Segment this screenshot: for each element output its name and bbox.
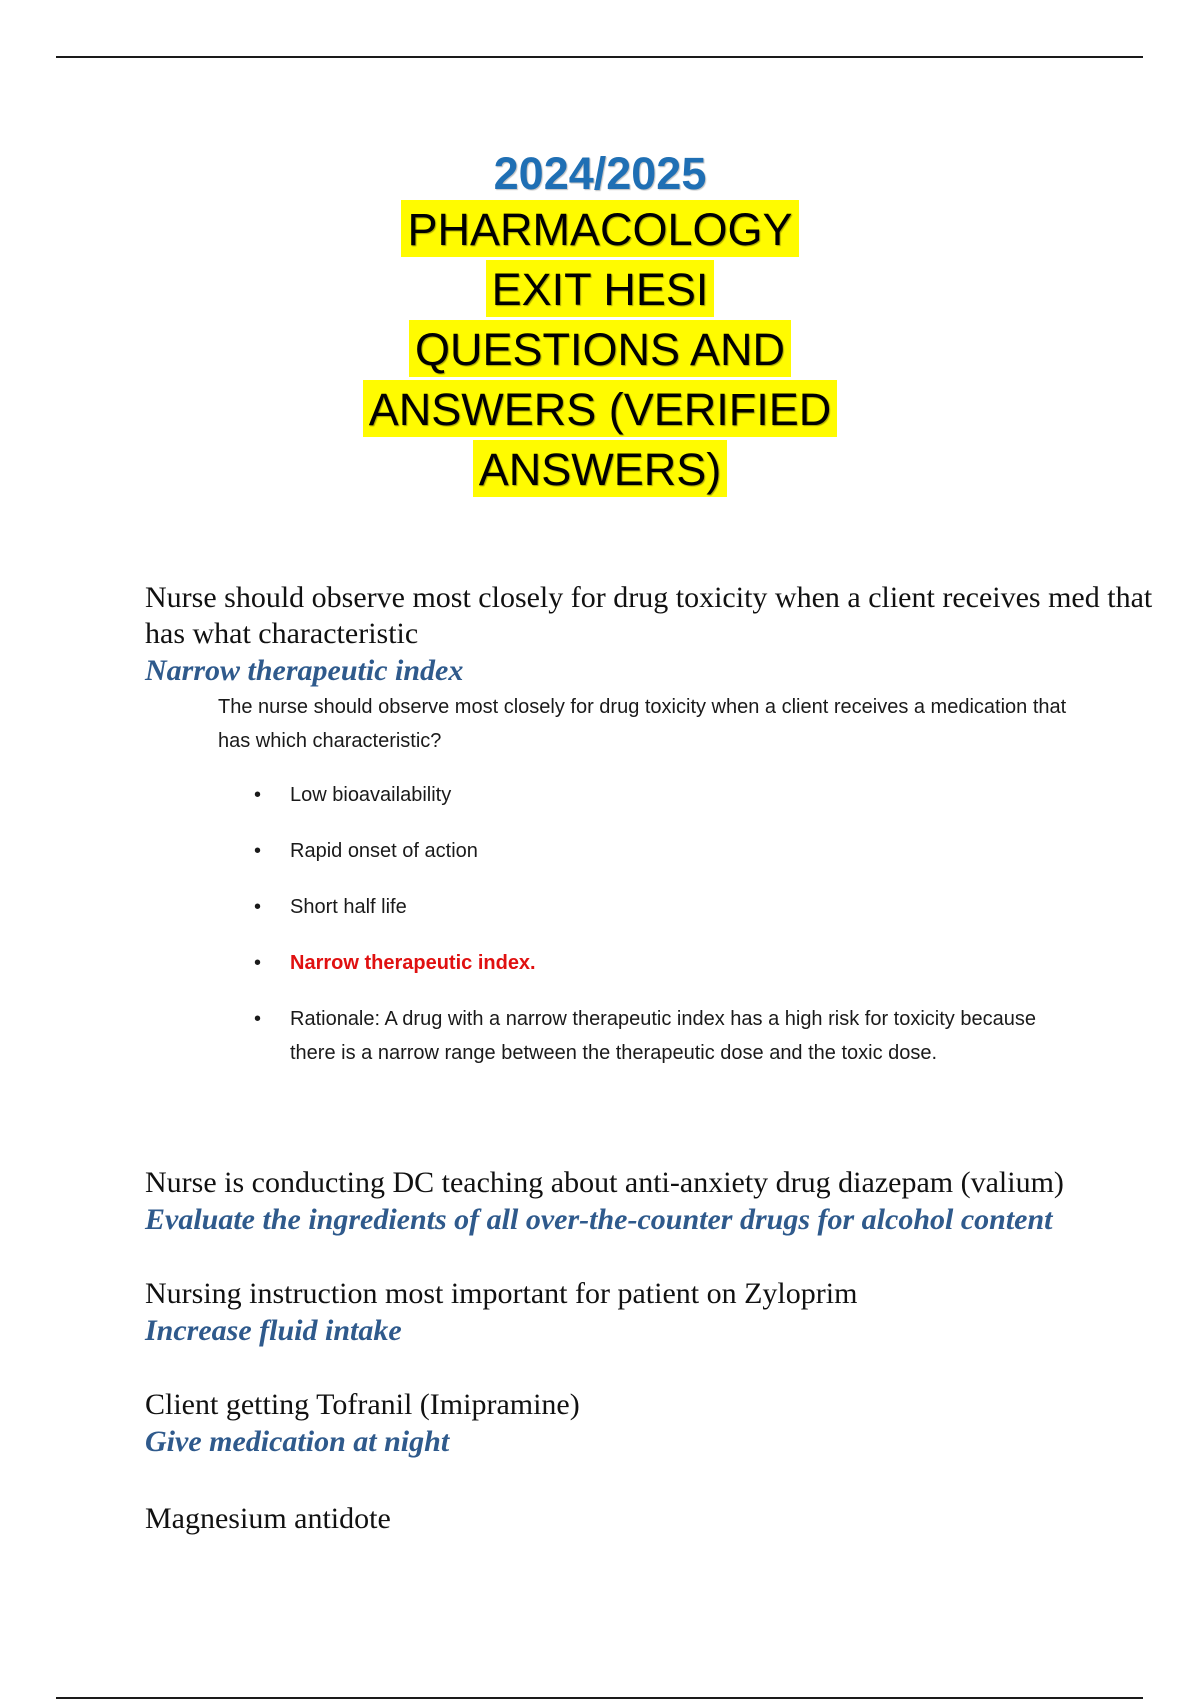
rationale-item <box>218 1002 1078 1070</box>
correct-option-item <box>218 946 1078 980</box>
qa-item <box>145 1276 1155 1350</box>
question-excerpt <box>218 690 1078 1092</box>
answer-text: Evaluate the ingredients of all over-the-counter drugs for alcohol content <box>145 1203 1053 1236</box>
answer-text: Narrow therapeutic index <box>145 654 464 687</box>
title-line: EXIT HESI <box>486 260 715 317</box>
question-text: Nurse is conducting DC teaching about anti-anxiety drug diazepam (valium) <box>145 1166 1064 1199</box>
bullet-icon: • <box>254 896 262 918</box>
bullet-icon: • <box>254 1008 262 1030</box>
question-text: Client getting Tofranil (Imipramine) <box>145 1388 580 1421</box>
title-line: ANSWERS (VERIFIED <box>363 380 838 437</box>
option-text: Rapid onset of action <box>290 840 478 862</box>
bottom-rule <box>56 1697 1143 1699</box>
qa-item <box>145 1387 1155 1461</box>
qa-item <box>145 1165 1155 1239</box>
rationale-text: Rationale: A drug with a narrow therapeutic index has a high risk for toxicity because there is a narrow range between the therapeutic dose and the toxic dose. <box>290 1008 1036 1064</box>
option-item <box>218 834 1078 868</box>
answer-text: Increase fluid intake <box>145 1314 402 1347</box>
question-text: Magnesium antidote <box>145 1502 391 1535</box>
top-rule <box>56 56 1143 58</box>
qa-item <box>145 580 1155 690</box>
title-line: ANSWERS) <box>473 440 728 497</box>
options-list <box>218 778 1078 1070</box>
qa-item <box>145 1501 1155 1537</box>
bullet-icon: • <box>254 840 262 862</box>
option-item <box>218 890 1078 924</box>
question-text: Nursing instruction most important for patient on Zyloprim <box>145 1277 858 1310</box>
option-text: Short half life <box>290 896 407 918</box>
correct-option-text: Narrow therapeutic index. <box>290 952 536 974</box>
excerpt-question: The nurse should observe most closely for drug toxicity when a client receives a medication that has which characteristic? <box>218 696 1067 752</box>
question-text: Nurse should observe most closely for drug toxicity when a client receives med that has what characteristic <box>145 581 1153 650</box>
answer-text: Give medication at night <box>145 1425 450 1458</box>
bullet-icon: • <box>254 784 262 806</box>
title-year: 2024/2025 <box>493 148 707 199</box>
title-line: PHARMACOLOGY <box>401 200 798 257</box>
bullet-icon: • <box>254 952 262 974</box>
title-line: QUESTIONS AND <box>409 320 791 377</box>
document-title <box>0 148 1200 500</box>
option-item <box>218 778 1078 812</box>
option-text: Low bioavailability <box>290 784 452 806</box>
